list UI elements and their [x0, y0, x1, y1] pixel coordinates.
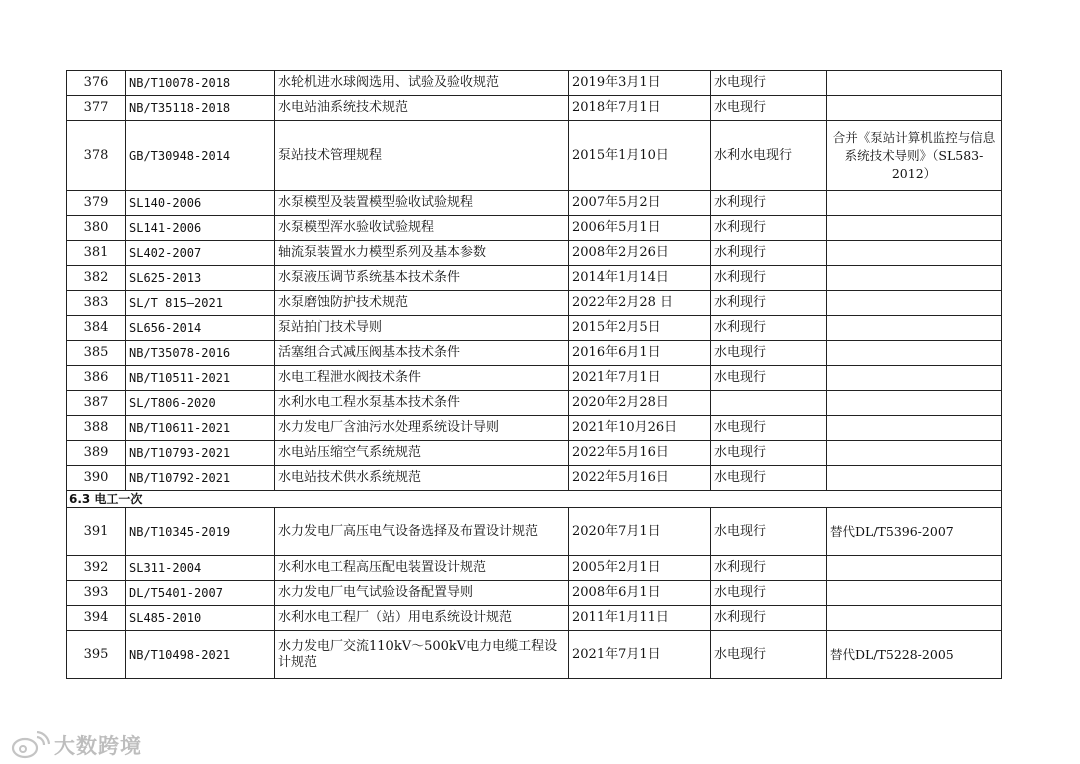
note [827, 216, 1002, 241]
standard-name: 水电工程泄水阀技术条件 [275, 366, 569, 391]
standard-name: 水电站技术供水系统规范 [275, 466, 569, 491]
status: 水电现行 [711, 71, 827, 96]
effective-date: 2021年7月1日 [569, 366, 711, 391]
note: 替代DL/T5396-2007 [827, 508, 1002, 556]
effective-date: 2021年7月1日 [569, 631, 711, 679]
row-number: 383 [67, 291, 126, 316]
effective-date: 2018年7月1日 [569, 96, 711, 121]
status [711, 391, 827, 416]
effective-date: 2015年2月5日 [569, 316, 711, 341]
row-number: 385 [67, 341, 126, 366]
status: 水利现行 [711, 216, 827, 241]
standard-code: SL141-2006 [126, 216, 275, 241]
row-number: 382 [67, 266, 126, 291]
effective-date: 2005年2月1日 [569, 556, 711, 581]
table-row [67, 216, 1002, 241]
effective-date: 2011年1月11日 [569, 606, 711, 631]
standard-code: NB/T10498-2021 [126, 631, 275, 679]
note [827, 341, 1002, 366]
standard-code: GB/T30948-2014 [126, 121, 275, 191]
note [827, 606, 1002, 631]
table-row [67, 71, 1002, 96]
effective-date: 2022年5月16日 [569, 466, 711, 491]
table-row [67, 96, 1002, 121]
standard-name: 轴流泵装置水力模型系列及基本参数 [275, 241, 569, 266]
weibo-logo-icon [10, 731, 50, 759]
standard-name: 水利水电工程水泵基本技术条件 [275, 391, 569, 416]
row-number: 388 [67, 416, 126, 441]
table-row [67, 556, 1002, 581]
standard-code: DL/T5401-2007 [126, 581, 275, 606]
effective-date: 2022年5月16日 [569, 441, 711, 466]
status: 水电现行 [711, 508, 827, 556]
status: 水电现行 [711, 341, 827, 366]
status: 水电现行 [711, 581, 827, 606]
note [827, 316, 1002, 341]
status: 水电现行 [711, 96, 827, 121]
note [827, 191, 1002, 216]
standard-code: NB/T10793-2021 [126, 441, 275, 466]
row-number: 393 [67, 581, 126, 606]
status: 水利现行 [711, 266, 827, 291]
standard-name: 泵站拍门技术导则 [275, 316, 569, 341]
row-number: 380 [67, 216, 126, 241]
row-number: 381 [67, 241, 126, 266]
table-row [67, 466, 1002, 491]
row-number: 395 [67, 631, 126, 679]
note [827, 391, 1002, 416]
note [827, 581, 1002, 606]
effective-date: 2019年3月1日 [569, 71, 711, 96]
effective-date: 2014年1月14日 [569, 266, 711, 291]
standard-name: 水电站压缩空气系统规范 [275, 441, 569, 466]
section-header-row [67, 491, 1002, 508]
status: 水电现行 [711, 416, 827, 441]
status: 水利现行 [711, 241, 827, 266]
row-number: 391 [67, 508, 126, 556]
effective-date: 2006年5月1日 [569, 216, 711, 241]
effective-date: 2008年6月1日 [569, 581, 711, 606]
standard-code: SL402-2007 [126, 241, 275, 266]
note [827, 71, 1002, 96]
table-row [67, 341, 1002, 366]
effective-date: 2022年2月28 日 [569, 291, 711, 316]
standard-code: NB/T10611-2021 [126, 416, 275, 441]
table-row [67, 266, 1002, 291]
row-number: 390 [67, 466, 126, 491]
standard-name: 水泵模型浑水验收试验规程 [275, 216, 569, 241]
status: 水电现行 [711, 366, 827, 391]
status: 水电现行 [711, 441, 827, 466]
status: 水电现行 [711, 466, 827, 491]
row-number: 378 [67, 121, 126, 191]
table-row [67, 631, 1002, 679]
effective-date: 2007年5月2日 [569, 191, 711, 216]
section-title: 6.3 电工一次 [67, 491, 1002, 508]
table-row [67, 391, 1002, 416]
standard-name: 水轮机进水球阀选用、试验及验收规范 [275, 71, 569, 96]
standard-code: NB/T10792-2021 [126, 466, 275, 491]
watermark-text: 大数跨境 [54, 734, 142, 758]
effective-date: 2020年2月28日 [569, 391, 711, 416]
standard-name: 水力发电厂交流110kV～500kV电力电缆工程设计规范 [275, 631, 569, 679]
note: 合并《泵站计算机监控与信息系统技术导则》（SL583-2012） [827, 121, 1002, 191]
table-row [67, 366, 1002, 391]
row-number: 392 [67, 556, 126, 581]
table-row [67, 441, 1002, 466]
note [827, 241, 1002, 266]
effective-date: 2021年10月26日 [569, 416, 711, 441]
table-row [67, 291, 1002, 316]
standard-name: 水泵磨蚀防护技术规范 [275, 291, 569, 316]
table-row [67, 416, 1002, 441]
note [827, 96, 1002, 121]
note [827, 556, 1002, 581]
status: 水利现行 [711, 606, 827, 631]
standard-code: SL/T806-2020 [126, 391, 275, 416]
watermark [10, 730, 142, 760]
effective-date: 2015年1月10日 [569, 121, 711, 191]
status: 水利现行 [711, 291, 827, 316]
effective-date: 2020年7月1日 [569, 508, 711, 556]
row-number: 387 [67, 391, 126, 416]
standards-table [66, 70, 1002, 679]
standard-name: 活塞组合式减压阀基本技术条件 [275, 341, 569, 366]
row-number: 386 [67, 366, 126, 391]
row-number: 394 [67, 606, 126, 631]
note [827, 291, 1002, 316]
table-row [67, 316, 1002, 341]
row-number: 377 [67, 96, 126, 121]
row-number: 389 [67, 441, 126, 466]
standard-code: SL/T 815—2021 [126, 291, 275, 316]
row-number: 384 [67, 316, 126, 341]
status: 水利水电现行 [711, 121, 827, 191]
standard-code: SL625-2013 [126, 266, 275, 291]
table-row [67, 508, 1002, 556]
row-number: 376 [67, 71, 126, 96]
note [827, 441, 1002, 466]
standard-name: 水电站油系统技术规范 [275, 96, 569, 121]
standard-name: 泵站技术管理规程 [275, 121, 569, 191]
note [827, 416, 1002, 441]
effective-date: 2016年6月1日 [569, 341, 711, 366]
table-row [67, 121, 1002, 191]
status: 水利现行 [711, 316, 827, 341]
standard-code: NB/T10345-2019 [126, 508, 275, 556]
standard-name: 水泵液压调节系统基本技术条件 [275, 266, 569, 291]
table-row [67, 606, 1002, 631]
note [827, 366, 1002, 391]
status: 水利现行 [711, 191, 827, 216]
standard-code: NB/T10078-2018 [126, 71, 275, 96]
note [827, 466, 1002, 491]
table-row [67, 241, 1002, 266]
status: 水利现行 [711, 556, 827, 581]
standard-name: 水利水电工程高压配电装置设计规范 [275, 556, 569, 581]
standard-code: SL485-2010 [126, 606, 275, 631]
standard-name: 水利水电工程厂（站）用电系统设计规范 [275, 606, 569, 631]
standard-name: 水力发电厂含油污水处理系统设计导则 [275, 416, 569, 441]
standard-code: SL656-2014 [126, 316, 275, 341]
note [827, 266, 1002, 291]
standard-name: 水力发电厂高压电气设备选择及布置设计规范 [275, 508, 569, 556]
standard-name: 水力发电厂电气试验设备配置导则 [275, 581, 569, 606]
effective-date: 2008年2月26日 [569, 241, 711, 266]
standard-code: SL140-2006 [126, 191, 275, 216]
standard-code: NB/T10511-2021 [126, 366, 275, 391]
note: 替代DL/T5228-2005 [827, 631, 1002, 679]
standard-code: NB/T35118-2018 [126, 96, 275, 121]
standard-name: 水泵模型及装置模型验收试验规程 [275, 191, 569, 216]
status: 水电现行 [711, 631, 827, 679]
table-row [67, 581, 1002, 606]
standard-code: SL311-2004 [126, 556, 275, 581]
standard-code: NB/T35078-2016 [126, 341, 275, 366]
row-number: 379 [67, 191, 126, 216]
table-row [67, 191, 1002, 216]
